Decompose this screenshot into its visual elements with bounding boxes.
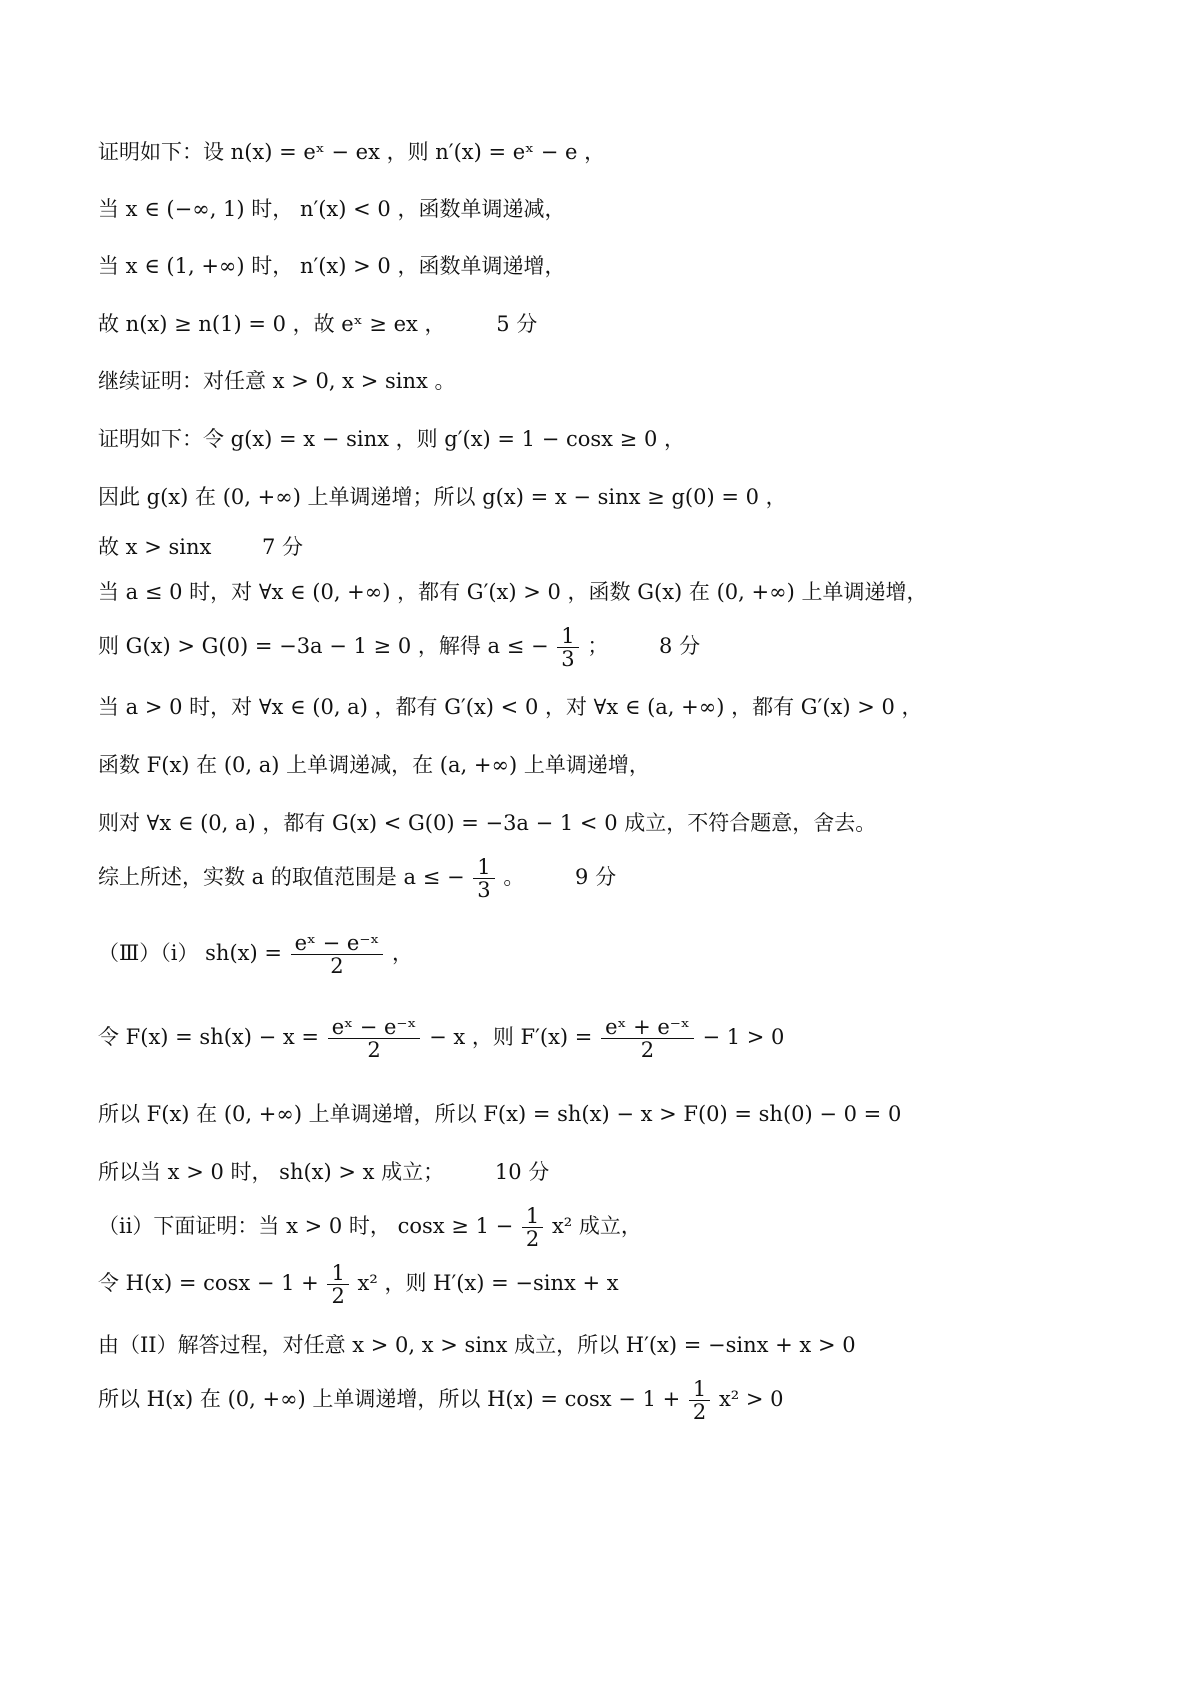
proof-line-4: 故 n(x) ≥ n(1) = 0 ，故 eˣ ≥ ex ， 5 分	[98, 312, 538, 336]
fraction: $\frac{\text{eˣ − e⁻ˣ}}{2}$	[291, 932, 384, 977]
score-mark: 7 分	[262, 535, 304, 559]
proof-line-13: 则对 ∀x ∈ (0, a) ，都有 G(x) < G(0) = −3a − 1 < 0 成立，不符合题意，舍去。	[98, 811, 877, 835]
proof-line-1: 证明如下：设 n(x) = eˣ − ex ，则 n′(x) = eˣ − e ，	[98, 140, 606, 164]
proof-line-7: 因此 g(x) 在 (0, +∞) 上单调递增；所以 g(x) = x − sinx ≥ g(0) = 0 ，	[98, 485, 787, 509]
proof-line-15: （Ⅲ）（i） sh(x) = $\frac{\text{eˣ − e⁻ˣ}}{2}$ ，	[98, 931, 413, 978]
proof-line-3: 当 x ∈ (1, +∞) 时， n′(x) > 0 ，函数单调递增，	[98, 254, 566, 278]
proof-line-11: 当 a > 0 时，对 ∀x ∈ (0, a) ，都有 G′(x) < 0 ，对 ∀x ∈ (a, +∞) ，都有 G′(x) > 0 ，	[98, 695, 923, 719]
fraction: $\frac{\text{eˣ − e⁻ˣ}}{2}$	[328, 1016, 421, 1061]
score-mark: 5 分	[496, 312, 538, 336]
proof-line-20: 令 H(x) = cosx − 1 + $\frac{1}{2}$ x² ，则 H′(x) = −sinx + x	[98, 1261, 619, 1308]
score-mark: 8 分	[659, 634, 701, 658]
proof-line-19: （ii）下面证明：当 x > 0 时， cosx ≥ 1 − $\frac{1}{2}$ x² 成立，	[98, 1204, 642, 1251]
proof-line-6: 证明如下：令 g(x) = x − sinx ，则 g′(x) = 1 − cosx ≥ 0 ，	[98, 427, 685, 451]
proof-line-14: 综上所述，实数 a 的取值范围是 a ≤ − $\frac{1}{3}$ 。 9 分	[98, 855, 617, 902]
fraction: $\frac{1}{2}$	[522, 1205, 543, 1250]
score-mark: 10 分	[494, 1160, 550, 1184]
proof-line-5: 继续证明：对任意 x > 0, x > sinx 。	[98, 369, 456, 393]
proof-line-22: 所以 H(x) 在 (0, +∞) 上单调递增，所以 H(x) = cosx − 1 + $\frac{1}{2}$ x² > 0	[98, 1377, 784, 1424]
proof-line-17: 所以 F(x) 在 (0, +∞) 上单调递增，所以 F(x) = sh(x) − x > F(0) = sh(0) − 0 = 0	[98, 1102, 902, 1126]
fraction: $\frac{1}{2}$	[327, 1262, 348, 1307]
fraction: $\frac{1}{2}$	[689, 1378, 710, 1423]
proof-line-2: 当 x ∈ (−∞, 1) 时， n′(x) < 0 ，函数单调递减，	[98, 197, 566, 221]
score-mark: 9 分	[575, 865, 617, 889]
proof-line-10: 则 G(x) > G(0) = −3a − 1 ≥ 0 ，解得 a ≤ − $\frac{1}{3}$ ； 8 分	[98, 624, 701, 671]
fraction: $\frac{1}{3}$	[557, 625, 578, 670]
proof-line-21: 由（II）解答过程，对任意 x > 0, x > sinx 成立，所以 H′(x) = −sinx + x > 0	[98, 1333, 856, 1357]
proof-line-16: 令 F(x) = sh(x) − x = $\frac{\text{eˣ − e⁻ˣ}}{2}$ − x ，则 F′(x) = $\frac{\text{eˣ + e⁻ˣ}}{2}$ − 1 > 0	[98, 1015, 785, 1062]
fraction: $\frac{\text{eˣ + e⁻ˣ}}{2}$	[601, 1016, 694, 1061]
fraction: $\frac{1}{3}$	[473, 856, 494, 901]
proof-line-18: 所以当 x > 0 时， sh(x) > x 成立； 10 分	[98, 1160, 550, 1184]
proof-line-8: 故 x > sinx 7 分	[98, 535, 304, 559]
proof-line-12: 函数 F(x) 在 (0, a) 上单调递减，在 (a, +∞) 上单调递增，	[98, 753, 650, 777]
proof-line-9: 当 a ≤ 0 时，对 ∀x ∈ (0, +∞) ，都有 G′(x) > 0 ，函数 G(x) 在 (0, +∞) 上单调递增，	[98, 580, 928, 604]
